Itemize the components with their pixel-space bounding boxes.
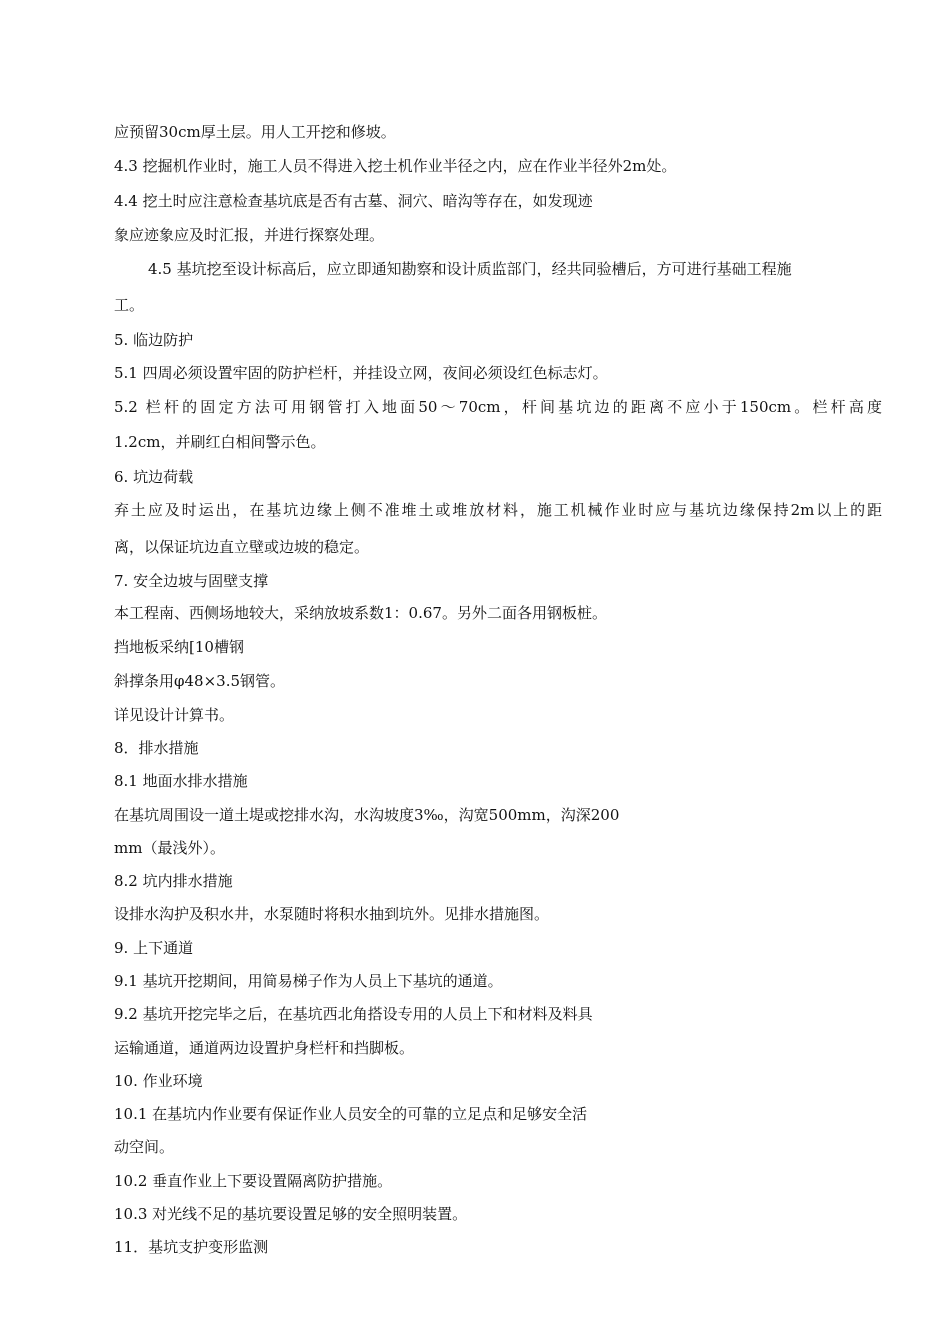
text-line: 工。 bbox=[114, 296, 145, 314]
text-line: 应预留30cm厚土层。用人工开挖和修坡。 bbox=[114, 123, 396, 141]
text-line: 挡地板采纳[10槽钢 bbox=[114, 638, 244, 656]
text-line: 1.2cm，并刷红白相间警示色。 bbox=[114, 433, 326, 451]
text-line: 在基坑周围设一道土堤或挖排水沟，水沟坡度3‰，沟宽500mm，沟深200 bbox=[114, 806, 620, 824]
text-line: 弃土应及时运出，在基坑边缘上侧不准堆土或堆放材料，施工机械作业时应与基坑边缘保持2m以上的距 bbox=[114, 501, 882, 519]
text-line: 本工程南、西侧场地较大，采纳放坡系数1：0.67。另外二面各用钢板桩。 bbox=[114, 604, 607, 622]
section-heading: 8．排水措施 bbox=[114, 739, 199, 757]
text-line: 10.1 在基坑内作业要有保证作业人员安全的可靠的立足点和足够安全活 bbox=[114, 1105, 588, 1123]
section-heading: 7. 安全边坡与固壁支撑 bbox=[114, 572, 269, 590]
text-line: 设排水沟护及积水井，水泵随时将积水抽到坑外。见排水措施图。 bbox=[114, 905, 550, 923]
section-heading: 10. 作业环境 bbox=[114, 1072, 203, 1090]
text-line: 详见设计计算书。 bbox=[114, 706, 235, 724]
text-line: mm（最浅外）。 bbox=[114, 839, 225, 857]
subsection-heading: 8.1 地面水排水措施 bbox=[114, 772, 248, 790]
text-line: 10.3 对光线不足的基坑要设置足够的安全照明装置。 bbox=[114, 1205, 468, 1223]
text-line: 5.2 栏杆的固定方法可用钢管打入地面50～70cm，杆间基坑边的距离不应小于150cm。栏杆高度 bbox=[114, 398, 882, 416]
text-line: 动空间。 bbox=[114, 1138, 175, 1156]
text-line: 4.5 基坑挖至设计标高后，应立即通知勘察和设计质监部门，经共同验槽后，方可进行基础工程施 bbox=[148, 260, 792, 278]
section-heading: 6. 坑边荷载 bbox=[114, 468, 194, 486]
section-heading: 9. 上下通道 bbox=[114, 939, 194, 957]
text-line: 4.3 挖掘机作业时，施工人员不得进入挖土机作业半径之内，应在作业半径外2m处。 bbox=[114, 157, 677, 175]
text-line: 离，以保证坑边直立壁或边坡的稳定。 bbox=[114, 538, 370, 556]
subsection-heading: 8.2 坑内排水措施 bbox=[114, 872, 233, 890]
text-line: 运输通道，通道两边设置护身栏杆和挡脚板。 bbox=[114, 1039, 415, 1057]
section-heading: 5. 临边防护 bbox=[114, 331, 194, 349]
text-line: 象应迹象应及时汇报，并进行探察处理。 bbox=[114, 226, 385, 244]
text-line: 10.2 垂直作业上下要设置隔离防护措施。 bbox=[114, 1172, 393, 1190]
text-line: 5.1 四周必须设置牢固的防护栏杆，并挂设立网，夜间必须设红色标志灯。 bbox=[114, 364, 608, 382]
text-line: 斜撑条用φ48×3.5钢管。 bbox=[114, 672, 286, 690]
text-line: 9.1 基坑开挖期间，用简易梯子作为人员上下基坑的通道。 bbox=[114, 972, 503, 990]
text-line: 4.4 挖土时应注意检查基坑底是否有古墓、洞穴、暗沟等存在，如发现迹 bbox=[114, 192, 593, 210]
text-line: 9.2 基坑开挖完毕之后，在基坑西北角搭设专用的人员上下和材料及料具 bbox=[114, 1005, 593, 1023]
section-heading: 11．基坑支护变形监测 bbox=[114, 1238, 269, 1256]
